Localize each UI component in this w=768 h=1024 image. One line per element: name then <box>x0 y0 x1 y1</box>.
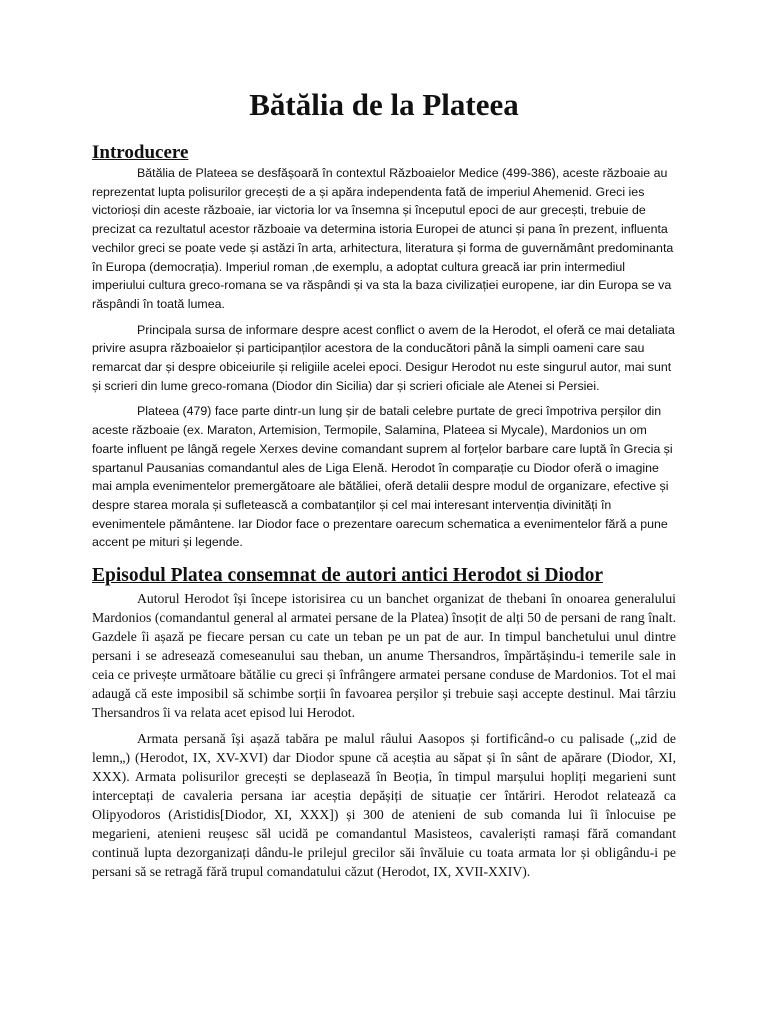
episode-paragraph-2: Armata persană își așază tabăra pe malul râului Aasopos și fortificând-o cu palisade („zid de lemn„) (Herodot, IX, XV-XVI) dar Diodor spune că aceștia au săpat și în sânt de apărare (Diodor, XI, XXX). Armata polisurilor grecești se deplasează în Beoția, în timpul marșului hopliți megarieni sunt interceptați de cavaleria persana iar aceștia depășiți de situație cer întăriri. Herodot relatează ca Olipyodoros (Aristidis[Diodor, XI, XXX]) și 300 de atenieni de sub comanda lui îi înlocuise pe megarieni, atenieni reușesc săl ucidă pe comandantul Masisteos, cavaleriști ramași fără comandant continuă lupta dezorganizați dându-le prilejul grecilor săi învăluie cu toata armata lor și obligându-i pe persani să se retragă fără trupul comandatului căzut (Herodot, IX, XVII-XXIV). <box>92 731 676 879</box>
intro-section <box>92 164 676 552</box>
episode-paragraph-1: Autorul Herodot își începe istorisirea cu un banchet organizat de thebani în onoarea generalului Mardonios (comandantul general al armatei persane de la Platea) însoțit de alți 50 de persani de rang înalt. Gazdele îi așază pe fiecare persan cu cate un teban pe un pat de aur. In timpul banchetului unul dintre persani i se adresează comeseanului sau theban, un anume Thersandros, împărtășindu-i temerile sale in ceia ce privește următoare bătălie cu greci și înfrângere armatei persane conduse de Mardonios. Tot el mai adaugă că este imposibil să schimbe sorții în favoarea perșilor și trebuie sași accepte destinul. Mai târziu Thersandros îi va relata acet episod lui Herodot. <box>92 591 676 720</box>
intro-paragraph-2: Principala sursa de informare despre acest conflict o avem de la Herodot, el oferă ce mai detaliata privire asupra războaielor și participanților acestora de la conducători până la simpli oameni care sau remarcat dar și despre obiceiurile și religiile acelei epoci. Desigur Herodot nu este singurul autor, mai sunt și scrieri din lume greco-romana (Diodor din Sicilia) dar și scrieri oficiale ale Atenei si Persiei. <box>92 322 675 393</box>
document-title: Bătălia de la Plateea <box>249 87 519 122</box>
episode-heading: Episodul Platea consemnat de autori antici Herodot si Diodor <box>92 565 603 587</box>
intro-paragraph-1: Bătălia de Plateea se desfășoară în contextul Războaielor Medice (499-386), aceste războaie au reprezentat lupta polisurilor grecești de a și apăra independenta fată de imperiul Ahemenid. Greci ies victorioși din aceste războaie, iar victoria lor va însemna și începutul epoci de aur grecești, trebuie de precizat ca rezultatul acestor războaie va determina istoria Europei de atunci și pana în prezent, influenta vechilor greci se poate vede și astăzi în arta, arhitectura, literatura și forma de guvernământ predominanta în Europa (democrația). Imperiul roman ,de exemplu, a adoptat cultura greacă iar prin intermediul imperiului cultura greco-romana se va răspândi și va sta la baza civilizației europene, iar din Europa se va răspândi în toată lumea. <box>92 166 674 311</box>
intro-paragraph-3: Plateea (479) face parte dintr-un lung șir de batali celebre purtate de greci împotriva perșilor din aceste războaie (ex. Maraton, Artemision, Termopile, Salamina, Plateea si Mycale), Mardonios un om foarte influent pe lângă regele Xerxes devine comandant suprem al forțelor barbare care luptă în Grecia și spartanul Pausanias comandantul ales de Liga Elenă. Herodot în comparație cu Diodor oferă o imagine mai ampla evenimentelor premergătoare ale bătăliei, oferă detalii despre modul de organizare, efective și despre starea morala și sufletească a combatanților și cel mai interesant intervenția divinități în evenimentele pământene. Iar Diodor face o prezentare oarecum schematica a evenimentelor fără a pune accent pe mituri și legende. <box>92 404 673 550</box>
episode-section <box>92 590 676 882</box>
intro-heading: Introducere <box>92 142 189 163</box>
